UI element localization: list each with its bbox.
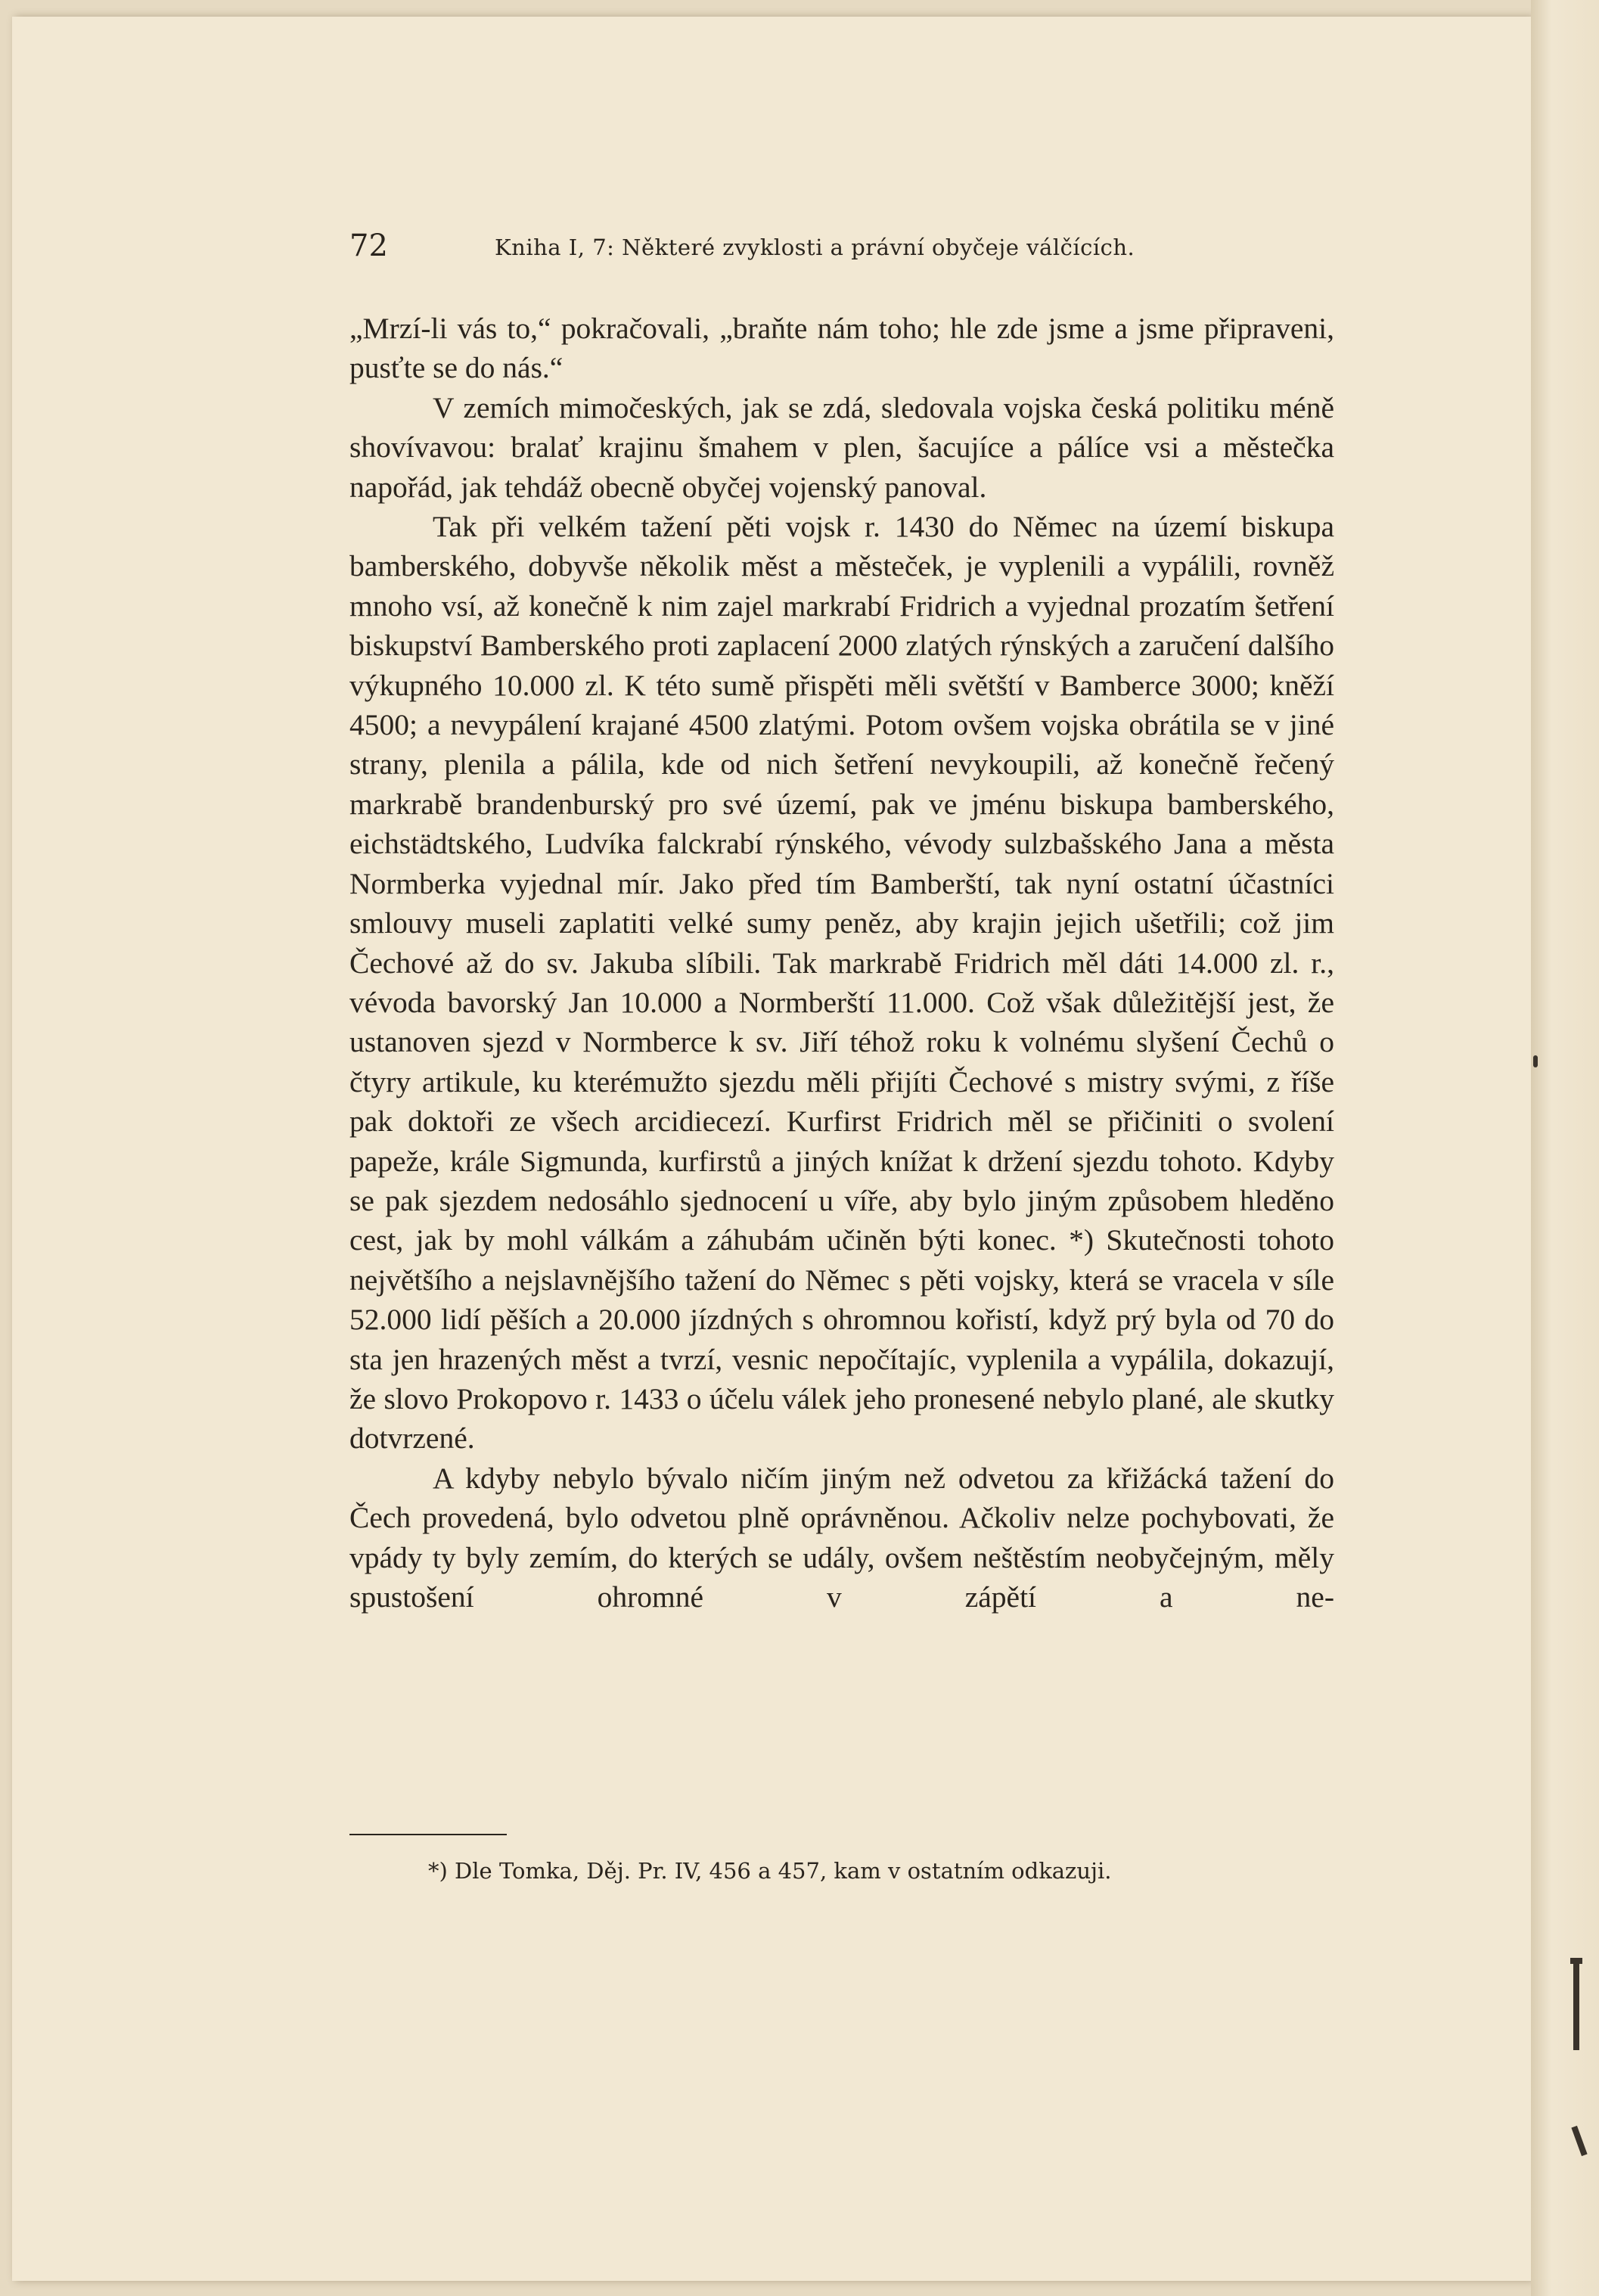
main-text: [349, 309, 1334, 1617]
margin-mark: [1570, 1958, 1582, 1964]
running-title: Kniha I, 7: Některé zvyklosti a právní obyčeje válčících.: [495, 235, 1135, 260]
paragraph: Tak při velkém tažení pěti vojsk r. 1430 do Němec na území biskupa bamberského, dobyvše několik měst a městeček, je vyplenili a vypálili, rovněž mnoho vsí, až konečně k nim zajel markrabí Fridrich a vyjednal prozatím šetření biskupství Bamberského proti zaplacení 2000 zlatých rýnských a zaručení dalšího výkupného 10.000 zl. K této sumě přispěti měli světští v Bamberce 3000; kněží 4500; a nevypálení krajané 4500 zlatými. Potom ovšem vojska obrátila se v jiné strany, plenila a pálila, kde od nich šetření nevykoupili, až konečně řečený markrabě brandenburský pro své území, pak ve jménu biskupa bamberského, eichstädtského, Ludvíka falckrabí rýnského, vévody sulzbašského Jana a města Normberka vyjednal mír. Jako před tím Bamberští, tak nyní ostatní účastníci smlouvy museli zaplatiti velké sumy peněz, aby krajin jejich ušetřili; což jim Čechové až do sv. Jakuba slíbili. Tak markrabě Fridrich měl dáti 14.000 zl. r., vévoda bavorský Jan 10.000 a Normberští 11.000. Což však důležitější jest, že ustanoven sjezd v Normberce k sv. Jiří téhož roku k volnému slyšení Čechů o čtyry artikule, ku kterémužto sjezdu měli přijíti Čechové s mistry svými, z říše pak doktoři ze všech arcidiecezí. Kurfirst Fridrich měl se přičiniti o svolení papeže, krále Sigmunda, kurfirstů a jiných knížat k držení sjezdu tohoto. Kdyby se pak sjezdem nedosáhlo sjednocení u víře, aby bylo jiným způsobem hleděno cest, jak by mohl válkám a záhubám učiněn býti konec. *) Skutečnosti tohoto největšího a nejslavnějšího tažení do Němec s pěti vojsky, která se vracela v síle 52.000 lidí pěších a 20.000 jízdných s ohromnou kořistí, když prý byla od 70 do sta jen hrazených měst a tvrzí, vesnic nepočítajíc, vyplenila a vypálila, dokazují, že slovo Prokopovo r. 1433 o účelu válek jeho pronesené nebylo plané, ale skutky dotvrzené.: [349, 510, 1334, 1456]
paragraph: „Mrzí-li vás to,“ pokračovali, „braňte nám toho; hle zde jsme a jsme připraveni, pusťte se do nás.“: [349, 312, 1334, 385]
margin-mark: [1573, 1959, 1579, 2050]
page-header: [349, 228, 1333, 266]
paragraph: V zemích mimočeských, jak se zdá, sledovala vojska česká politiku méně shovívavou: bralať krajinu šmahem v plen, šacujíce a pálíce vsi a městečka napořád, jak tehdáž obecně obyčej vojenský panoval.: [349, 390, 1334, 504]
adjacent-page-edge: [1531, 0, 1599, 2296]
margin-mark: [1533, 1055, 1538, 1067]
paragraph: A kdyby nebylo bývalo ničím jiným než odvetou za křižácká tažení do Čech provedená, bylo odvetou plně oprávněnou. Ačkoliv nelze pochybovati, že vpády ty byly zemím, do kterých se udály, ovšem neštěstím neobyčejným, měly spustošení ohromné v zápětí a ne-: [349, 1461, 1334, 1614]
margin-mark: [1571, 2126, 1587, 2156]
page-number: 72: [349, 228, 388, 263]
footnote: *) Dle Tomka, Děj. Pr. IV, 456 a 457, kam v ostatním odkazuji.: [428, 1858, 1112, 1884]
footnote-separator: [349, 1834, 507, 1835]
